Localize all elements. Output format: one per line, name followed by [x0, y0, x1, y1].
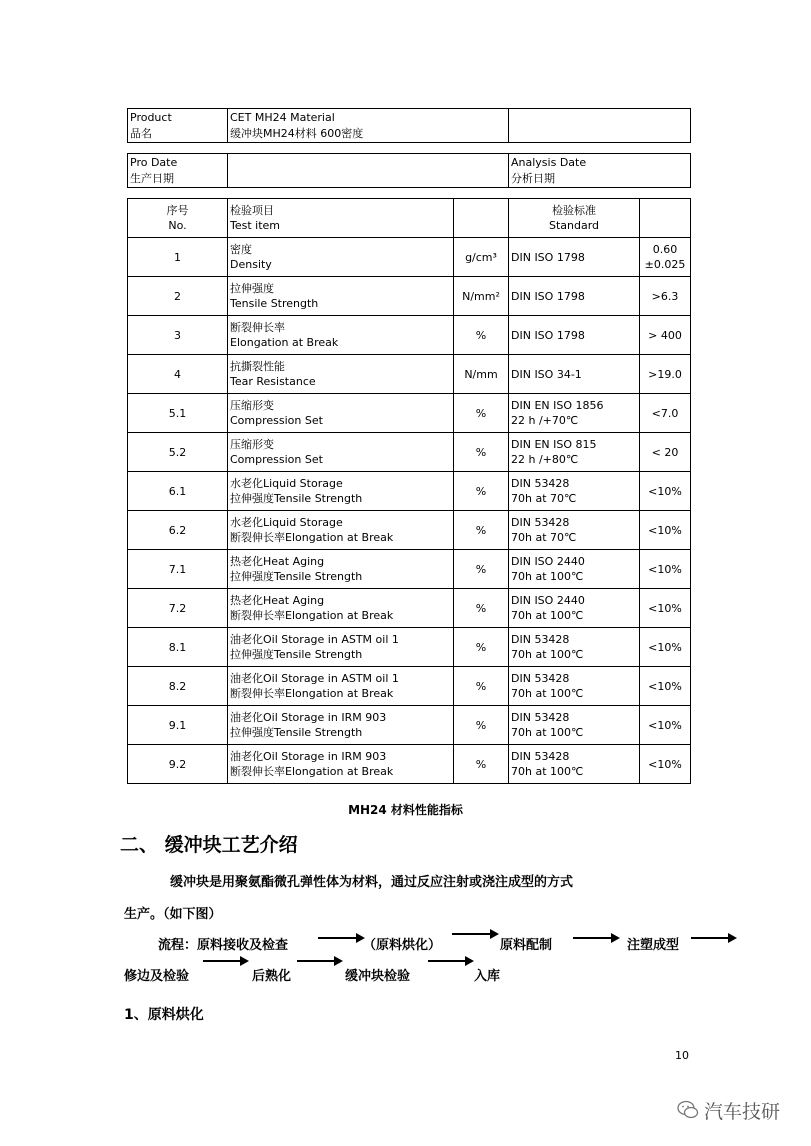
row-value-line-1: < 20: [651, 445, 679, 459]
table-row: [128, 355, 691, 394]
product-label-cell: [128, 109, 228, 143]
row-standard: [509, 277, 640, 316]
row-item-line-1: 油老化Oil Storage in IRM 903: [230, 711, 387, 724]
row-unit: %: [454, 706, 509, 745]
row-standard: [509, 472, 640, 511]
page-number: 10: [675, 1049, 689, 1062]
row-std-line-1: DIN EN ISO 815: [511, 438, 597, 451]
row-value-line-1: >19.0: [648, 367, 682, 381]
row-std-line-2: 70h at 100℃: [511, 726, 584, 739]
flow-label: 流程：原料接收及检查: [158, 938, 289, 953]
table-row: [128, 628, 691, 667]
row-item-line-2: 拉伸强度Tensile Strength: [230, 648, 363, 661]
pro-date-en: Pro Date: [130, 156, 178, 169]
section-title: 二、 缓冲块工艺介绍: [120, 834, 298, 856]
row-test-item: [228, 433, 454, 472]
row-no: 6.1: [128, 472, 228, 511]
row-test-item: [228, 355, 454, 394]
flow-arrow-2: [452, 933, 497, 935]
subsection-title: 1、原料烘化: [124, 1007, 204, 1023]
flow-step-3: 原料配制: [500, 938, 553, 953]
pro-date-value-cell: [228, 154, 509, 188]
flow-arrow-4: [691, 937, 735, 939]
row-std-line-2: 70h at 70℃: [511, 531, 577, 544]
row-value: [640, 238, 691, 277]
row-unit: g/cm³: [454, 238, 509, 277]
row-item-line-2: 断裂伸长率Elongation at Break: [230, 609, 394, 622]
row-item-line-2: Tensile Strength: [230, 297, 319, 310]
row-item-line-1: 断裂伸长率: [230, 321, 285, 334]
row-no: 9.2: [128, 745, 228, 784]
row-std-line-1: DIN 53428: [511, 672, 570, 685]
header-value-cell: [640, 199, 691, 238]
row-item-line-1: 水老化Liquid Storage: [230, 516, 343, 529]
row-value: [640, 550, 691, 589]
row-item-line-2: 断裂伸长率Elongation at Break: [230, 687, 394, 700]
table-caption: MH24 材料性能指标: [348, 803, 463, 817]
header-no-cn: 序号: [166, 204, 189, 217]
product-value-cell: [228, 109, 509, 143]
header-item-cn: 检验项目: [230, 204, 274, 217]
row-no: 3: [128, 316, 228, 355]
row-item-line-2: 拉伸强度Tensile Strength: [230, 726, 363, 739]
row-value: [640, 472, 691, 511]
row-unit: %: [454, 550, 509, 589]
row-value-line-1: <10%: [648, 523, 682, 537]
row-value: [640, 511, 691, 550]
product-label-en: Product: [130, 111, 172, 124]
table-row: [128, 706, 691, 745]
row-std-line-2: 70h at 100℃: [511, 609, 584, 622]
row-item-line-2: Compression Set: [230, 453, 323, 466]
row-test-item: [228, 667, 454, 706]
analysis-date-cn: 分析日期: [511, 172, 555, 185]
row-no: 2: [128, 277, 228, 316]
row-item-line-1: 压缩形变: [230, 399, 274, 412]
row-value-line-1: <7.0: [651, 406, 679, 420]
product-label-cn: 品名: [130, 127, 152, 140]
row-item-line-1: 抗撕裂性能: [230, 360, 285, 373]
row-std-line-2: 70h at 70℃: [511, 492, 577, 505]
header-item-cell: [228, 199, 454, 238]
row-unit: N/mm²: [454, 277, 509, 316]
row-item-line-2: Density: [230, 258, 272, 271]
row-standard: [509, 511, 640, 550]
row-value-line-1: <10%: [648, 562, 682, 576]
row-value-line-1: > 400: [648, 328, 682, 342]
row-test-item: [228, 394, 454, 433]
table-row: [128, 745, 691, 784]
row-no: 1: [128, 238, 228, 277]
row-test-item: [228, 628, 454, 667]
row-value: [640, 745, 691, 784]
row-std-line-2: 22 h /+80℃: [511, 453, 579, 466]
pro-date-label-cell: [128, 154, 228, 188]
row-value-line-1: <10%: [648, 640, 682, 654]
row-value-line-1: <10%: [648, 757, 682, 771]
row-value: [640, 706, 691, 745]
row-standard: [509, 589, 640, 628]
row-std-line-1: DIN 53428: [511, 750, 570, 763]
row-unit: %: [454, 394, 509, 433]
row-value-line-1: <10%: [648, 679, 682, 693]
table-row: [128, 433, 691, 472]
row-no: 7.1: [128, 550, 228, 589]
row-unit: %: [454, 628, 509, 667]
row-value: [640, 628, 691, 667]
row-std-line-1: DIN 53428: [511, 633, 570, 646]
row-std-line-1: DIN 53428: [511, 516, 570, 529]
row-item-line-2: 拉伸强度Tensile Strength: [230, 570, 363, 583]
header-no-cell: [128, 199, 228, 238]
row-std-line-1: DIN 53428: [511, 711, 570, 724]
flow-step-7: 缓冲块检验: [345, 969, 411, 984]
row-test-item: [228, 238, 454, 277]
row-item-line-2: 断裂伸长率Elongation at Break: [230, 765, 394, 778]
row-standard: [509, 667, 640, 706]
flow-step-8: 入库: [474, 969, 501, 984]
row-unit: %: [454, 745, 509, 784]
row-item-line-1: 水老化Liquid Storage: [230, 477, 343, 490]
row-std-line-1: DIN EN ISO 1856: [511, 399, 604, 412]
row-test-item: [228, 745, 454, 784]
analysis-date-cell: [509, 154, 691, 188]
table-header-row: [128, 199, 691, 238]
row-standard: [509, 355, 640, 394]
row-std-line-2: 70h at 100℃: [511, 570, 584, 583]
row-std-line-1: DIN ISO 1798: [511, 250, 585, 264]
properties-table: [127, 198, 691, 784]
flow-step-6: 后熟化: [252, 969, 292, 984]
flow-arrow-6: [297, 960, 341, 962]
header-unit-cell: [454, 199, 509, 238]
product-empty-cell: [509, 109, 691, 143]
row-item-line-2: 拉伸强度Tensile Strength: [230, 492, 363, 505]
row-item-line-1: 压缩形变: [230, 438, 274, 451]
row-item-line-1: 油老化Oil Storage in IRM 903: [230, 750, 387, 763]
table-row: [128, 667, 691, 706]
wechat-icon: [677, 1100, 699, 1120]
table-row: [128, 511, 691, 550]
paragraph-line-1: 缓冲块是用聚氨酯微孔弹性体为材料，通过反应注射或浇注成型的方式: [170, 875, 574, 890]
row-standard: [509, 238, 640, 277]
row-standard: [509, 745, 640, 784]
row-unit: %: [454, 511, 509, 550]
watermark-text: 汽车技研: [704, 1101, 781, 1123]
row-std-line-1: DIN ISO 2440: [511, 555, 585, 568]
row-test-item: [228, 277, 454, 316]
row-no: 8.1: [128, 628, 228, 667]
flow-step-5: 修边及检验: [124, 969, 190, 984]
header-std-cn: 检验标准: [552, 204, 596, 217]
row-no: 8.2: [128, 667, 228, 706]
row-value: [640, 316, 691, 355]
row-value-line-1: >6.3: [651, 289, 679, 303]
row-test-item: [228, 706, 454, 745]
row-unit: N/mm: [454, 355, 509, 394]
header-std-cell: [509, 199, 640, 238]
row-no: 5.2: [128, 433, 228, 472]
row-item-line-2: Compression Set: [230, 414, 323, 427]
row-item-line-2: Elongation at Break: [230, 336, 339, 349]
row-item-line-1: 热老化Heat Aging: [230, 555, 325, 568]
row-std-line-2: 70h at 100℃: [511, 648, 584, 661]
row-item-line-2: Tear Resistance: [230, 375, 316, 388]
row-value: [640, 355, 691, 394]
row-no: 5.1: [128, 394, 228, 433]
row-no: 7.2: [128, 589, 228, 628]
row-standard: [509, 316, 640, 355]
row-test-item: [228, 550, 454, 589]
row-std-line-1: DIN ISO 2440: [511, 594, 585, 607]
table-row: [128, 550, 691, 589]
row-no: 9.1: [128, 706, 228, 745]
row-item-line-1: 油老化Oil Storage in ASTM oil 1: [230, 633, 399, 646]
row-std-line-1: DIN ISO 1798: [511, 289, 585, 303]
row-item-line-1: 密度: [230, 243, 252, 256]
table-row: [128, 589, 691, 628]
table-row: [128, 238, 691, 277]
row-std-line-1: DIN 53428: [511, 477, 570, 490]
table-row: [128, 472, 691, 511]
row-unit: %: [454, 589, 509, 628]
row-value-line-1: 0.60: [652, 243, 678, 256]
product-value-en: CET MH24 Material: [230, 111, 335, 124]
date-table: [127, 153, 691, 188]
row-standard: [509, 550, 640, 589]
header-no-en: No.: [168, 219, 187, 232]
row-standard: [509, 706, 640, 745]
row-item-line-1: 热老化Heat Aging: [230, 594, 325, 607]
row-unit: %: [454, 316, 509, 355]
row-std-line-2: 70h at 100℃: [511, 765, 584, 778]
flow-step-4: 注塑成型: [627, 938, 680, 953]
table-row: [128, 316, 691, 355]
row-value: [640, 589, 691, 628]
flow-arrow-3: [573, 937, 618, 939]
row-unit: %: [454, 472, 509, 511]
row-item-line-1: 拉伸强度: [230, 282, 274, 295]
flow-arrow-7: [428, 960, 472, 962]
row-std-line-2: 22 h /+70℃: [511, 414, 579, 427]
row-value: [640, 667, 691, 706]
row-test-item: [228, 589, 454, 628]
table-row: [128, 277, 691, 316]
flow-arrow-1: [318, 937, 363, 939]
product-table: [127, 108, 691, 143]
analysis-date-en: Analysis Date: [511, 156, 587, 169]
paragraph-line-2: 生产。（如下图）: [124, 907, 222, 922]
row-test-item: [228, 316, 454, 355]
row-unit: %: [454, 433, 509, 472]
row-value: [640, 433, 691, 472]
table-row: [128, 394, 691, 433]
header-std-en: Standard: [548, 219, 600, 232]
row-value-line-1: <10%: [648, 484, 682, 498]
row-std-line-1: DIN ISO 34-1: [511, 367, 582, 381]
row-test-item: [228, 472, 454, 511]
flow-step-2: （原料烘化）: [363, 938, 442, 953]
header-item-en: Test item: [230, 219, 281, 232]
row-value-line-1: <10%: [648, 718, 682, 732]
row-value: [640, 394, 691, 433]
row-test-item: [228, 511, 454, 550]
flow-arrow-5: [203, 960, 247, 962]
row-standard: [509, 433, 640, 472]
row-standard: [509, 394, 640, 433]
row-item-line-1: 油老化Oil Storage in ASTM oil 1: [230, 672, 399, 685]
pro-date-cn: 生产日期: [130, 172, 174, 185]
row-value-line-2: ±0.025: [644, 258, 686, 271]
row-value: [640, 277, 691, 316]
row-std-line-1: DIN ISO 1798: [511, 328, 585, 342]
row-value-line-1: <10%: [648, 601, 682, 615]
row-std-line-2: 70h at 100℃: [511, 687, 584, 700]
row-standard: [509, 628, 640, 667]
product-value-cn: 缓冲块MH24材料 600密度: [230, 127, 364, 140]
row-unit: %: [454, 667, 509, 706]
row-no: 4: [128, 355, 228, 394]
row-no: 6.2: [128, 511, 228, 550]
row-item-line-2: 断裂伸长率Elongation at Break: [230, 531, 394, 544]
